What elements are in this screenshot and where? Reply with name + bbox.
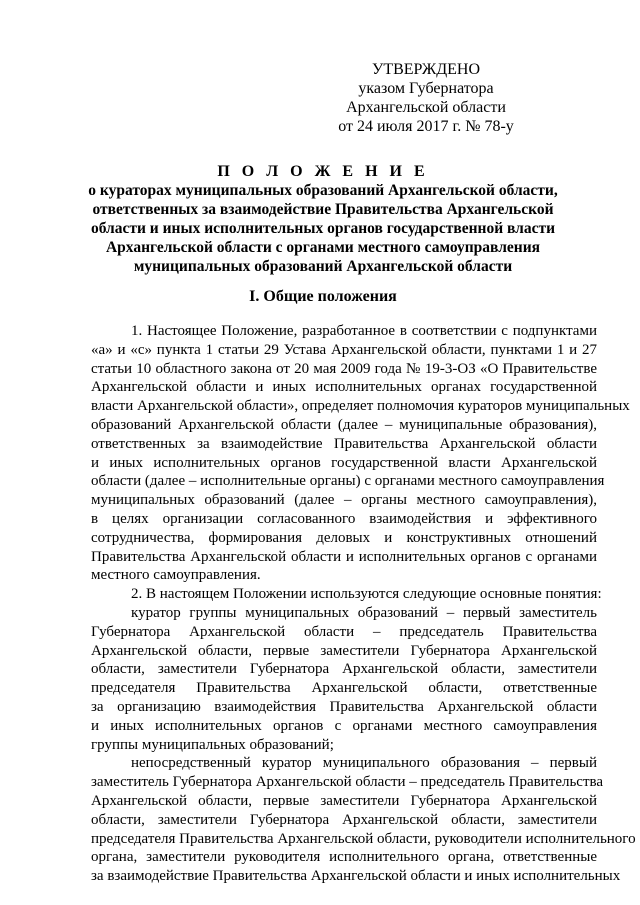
- paragraph-line: «а» и «с» пункта 1 статьи 29 Устава Архангельской области, пунктами 1 и 27: [91, 341, 597, 358]
- paragraph-line: за организацию взаимодействия Правительства Архангельской области: [91, 698, 597, 715]
- paragraph-line: Архангельской области, первые заместители Губернатора Архангельской: [91, 792, 597, 809]
- title-subtitle-line: муниципальных образований Архангельской области: [133, 258, 513, 275]
- paragraph-line: Архангельской области и иных исполнительных органах государственной: [91, 379, 597, 396]
- paragraph-line: муниципальных образований (далее – органы местного самоуправления),: [91, 492, 597, 509]
- paragraph-line: 1. Настоящее Положение, разработанное в соответствии с подпунктами: [131, 323, 597, 339]
- section-heading: I. Общие положения: [249, 288, 397, 305]
- paragraph-line: власти Архангельской области», определяет полномочия кураторов муниципальных: [91, 398, 630, 415]
- document-title: [88, 162, 558, 276]
- title-subtitle-line: Архангельской области с органами местного самоуправления: [105, 239, 541, 256]
- paragraph-line: области, заместители Губернатора Архангельской области, заместители: [91, 811, 597, 828]
- approval-line-region: Архангельской области: [346, 99, 506, 116]
- paragraph-line: образований Архангельской области (далее – муниципальные образования),: [91, 416, 597, 433]
- paragraph-line: председателя Правительства Архангельской области, руководители исполнительного: [91, 830, 636, 847]
- paragraph-line: сотрудничества, формирования деловых и конструктивных отношений: [91, 529, 597, 546]
- paragraph-line: за взаимодействие Правительства Архангельской области и иных исполнительных: [91, 868, 621, 885]
- paragraph-line: непосредственный куратор муниципального образования – первый: [131, 755, 597, 772]
- approval-line-decree: указом Губернатора: [358, 80, 494, 97]
- paragraph-line: области, заместители Губернатора Архангельской области, заместители: [91, 661, 597, 678]
- paragraph-line: группы муниципальных образований;: [91, 736, 334, 753]
- paragraph-line: и иных исполнительных органов государственной власти Архангельской: [91, 454, 597, 471]
- paragraph-line: статьи 10 областного закона от 20 мая 2009 года № 19-3-ОЗ «О Правительстве: [91, 360, 597, 377]
- paragraph-line: Губернатора Архангельской области – председатель Правительства: [91, 623, 597, 640]
- paragraph-line: заместитель Губернатора Архангельской области – председатель Правительства: [91, 774, 604, 791]
- paragraph-line: ответственных за взаимодействие Правительства Архангельской области: [91, 435, 597, 452]
- title-heading: П О Л О Ж Е Н И Е: [217, 163, 429, 180]
- title-subtitle-line: о кураторах муниципальных образований Архангельской области,: [88, 182, 558, 199]
- paragraph-line: Архангельской области, первые заместители Губернатора Архангельской: [91, 642, 597, 659]
- approval-line-date: от 24 июля 2017 г. № 78-у: [338, 118, 514, 135]
- paragraph-line: куратор группы муниципальных образований – первый заместитель: [131, 604, 597, 621]
- approval-line-approved: УТВЕРЖДЕНО: [371, 61, 480, 78]
- paragraph-line: и иных исполнительных органов с органами местного самоуправления: [91, 717, 597, 734]
- title-subtitle-line: области и иных исполнительных органов государственной власти: [90, 220, 556, 237]
- paragraph-line: в целях организации согласованного взаимодействия и эффективного: [91, 510, 597, 527]
- paragraph-line: органа, заместители руководителя исполнительного органа, ответственные: [91, 849, 597, 866]
- paragraph-line: председателя Правительства Архангельской области, ответственные: [91, 680, 597, 697]
- approval-stamp: [316, 60, 536, 136]
- title-subtitle-line: ответственных за взаимодействие Правительства Архангельской: [92, 201, 554, 218]
- paragraph-line: местного самоуправления.: [91, 567, 261, 584]
- paragraph-line: Правительства Архангельской области и исполнительных органов с органами: [91, 548, 597, 565]
- paragraph-line: 2. В настоящем Положении используются следующие основные понятия:: [131, 586, 602, 603]
- paragraph-line: области (далее – исполнительные органы) с органами местного самоуправления: [91, 473, 605, 490]
- body-text: [91, 322, 636, 886]
